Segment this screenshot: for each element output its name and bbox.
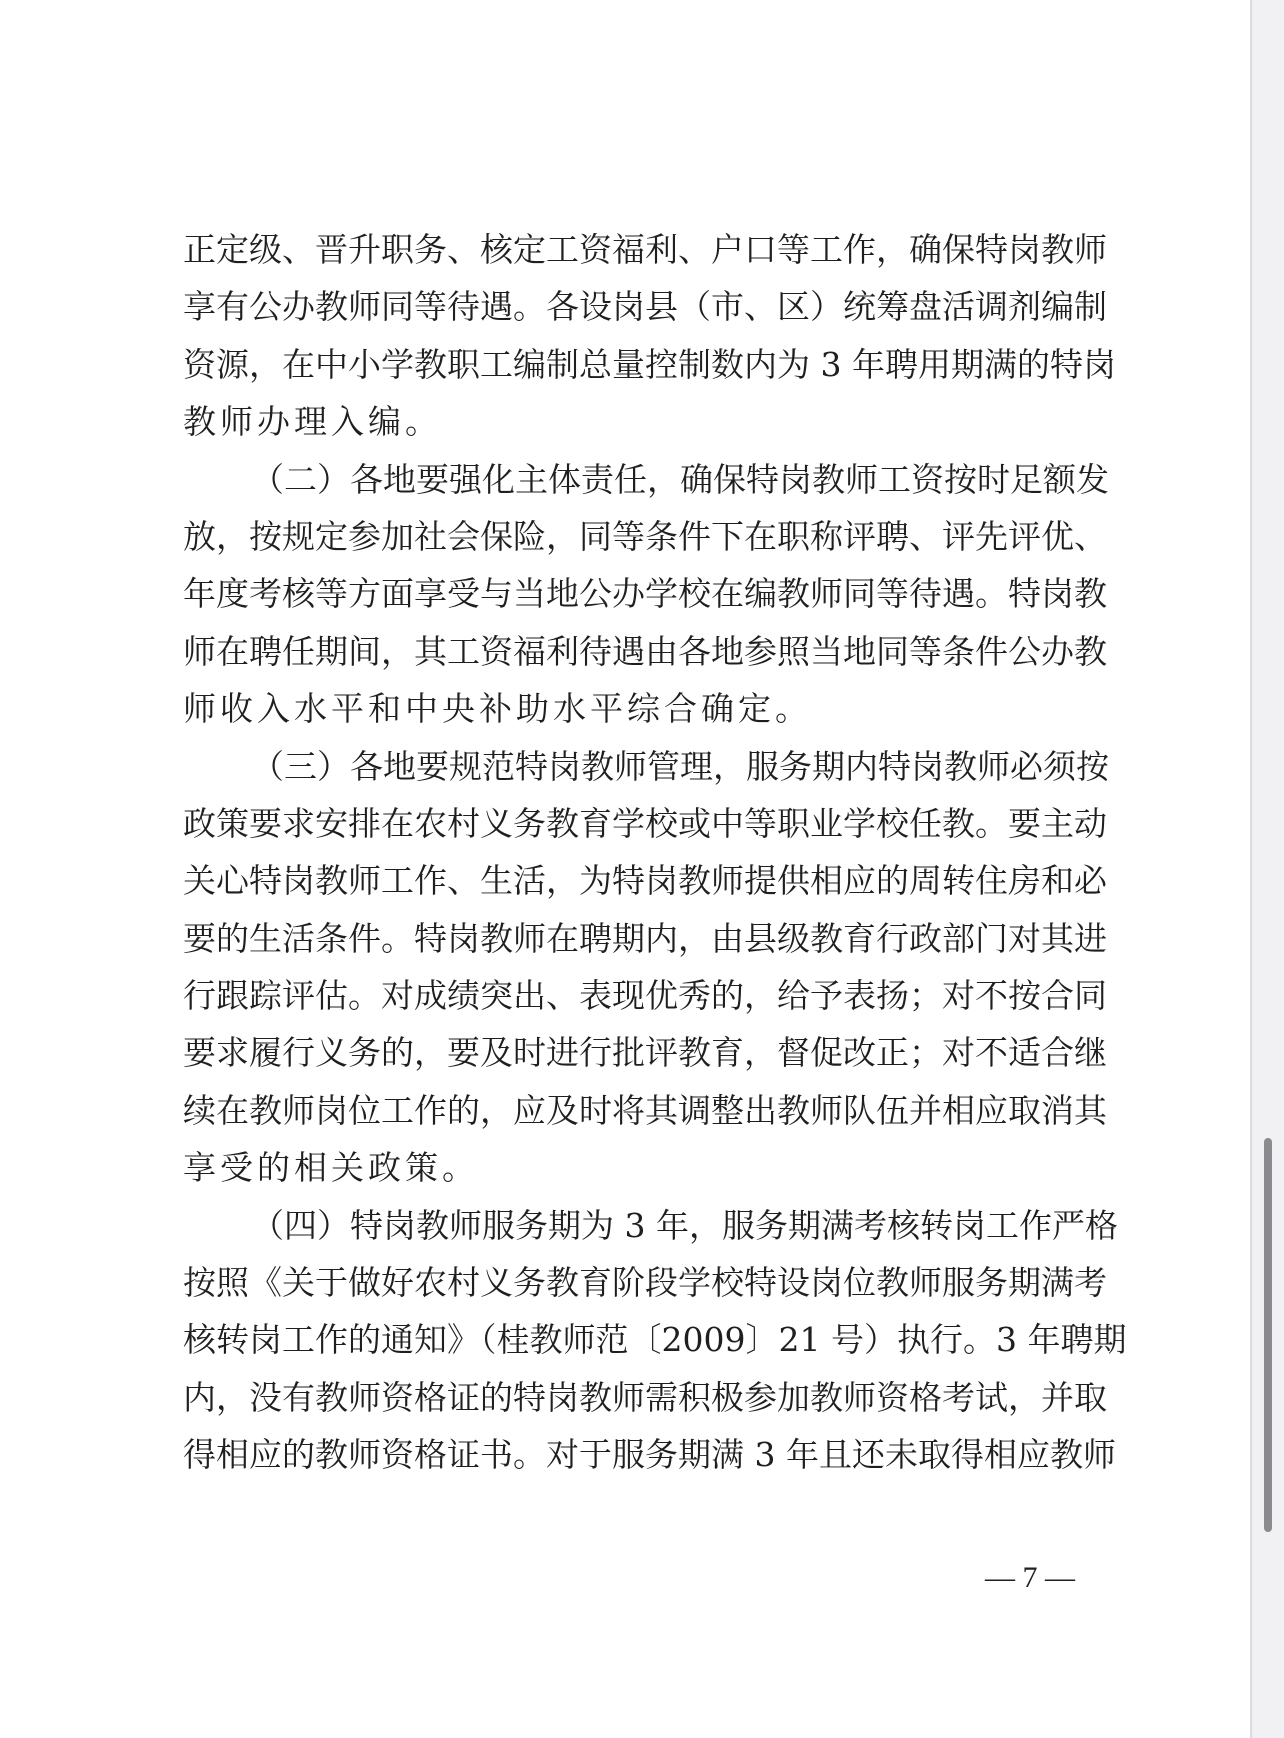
text-line: （四）特岗教师服务期为 3 年，服务期满考核转岗工作严格: [251, 1205, 1118, 1245]
text-line: 政策要求安排在农村义务教育学校或中等职业学校任教。要主动: [183, 803, 1107, 843]
text-line: 享受的相关政策。: [183, 1148, 479, 1188]
page-number: — 7 —: [985, 1561, 1075, 1594]
text-line: 要求履行义务的，要及时进行批评教育，督促改正；对不适合继: [183, 1033, 1107, 1073]
text-line: 关心特岗教师工作、生活，为特岗教师提供相应的周转住房和必: [183, 861, 1107, 901]
text-line: 行跟踪评估。对成绩突出、表现优秀的，给予表扬；对不按合同: [183, 976, 1107, 1016]
text-line: 教师办理入编。: [183, 402, 442, 442]
text-line: 资源，在中小学教职工编制总量控制数内为 3 年聘用期满的特岗: [183, 344, 1116, 384]
text-line: （三）各地要规范特岗教师管理，服务期内特岗教师必须按: [251, 746, 1109, 786]
text-line: 内，没有教师资格证的特岗教师需积极参加教师资格考试，并取: [183, 1377, 1107, 1417]
text-line: 正定级、晋升职务、核定工资福利、户口等工作，确保特岗教师: [183, 230, 1107, 269]
text-line: 师在聘任期间，其工资福利待遇由各地参照当地同等条件公办教: [183, 631, 1107, 671]
text-line: 核转岗工作的通知》（桂教师范〔2009〕21 号）执行。3 年聘期: [183, 1320, 1127, 1360]
text-line: 按照《关于做好农村义务教育阶段学校特设岗位教师服务期满考: [183, 1263, 1107, 1303]
text-line: 要的生活条件。特岗教师在聘期内，由县级教育行政部门对其进: [183, 918, 1107, 958]
text-line: 续在教师岗位工作的，应及时将其调整出教师队伍并相应取消其: [183, 1090, 1107, 1130]
document-body: [183, 221, 1127, 1484]
text-line: （二）各地要强化主体责任，确保特岗教师工资按时足额发: [251, 459, 1109, 499]
text-line: 年度考核等方面享受与当地公办学校在编教师同等待遇。特岗教: [183, 574, 1107, 614]
text-line: 得相应的教师资格证书。对于服务期满 3 年且还未取得相应教师: [183, 1435, 1116, 1475]
page-edge: [1250, 0, 1252, 1738]
scrollbar-thumb[interactable]: [1264, 1138, 1272, 1532]
text-line: 师收入水平和中央补助水平综合确定。: [183, 689, 812, 729]
text-line: 享有公办教师同等待遇。各设岗县（市、区）统筹盘活调剂编制: [183, 287, 1107, 327]
text-line: 放，按规定参加社会保险，同等条件下在职称评聘、评先评优、: [183, 516, 1107, 556]
